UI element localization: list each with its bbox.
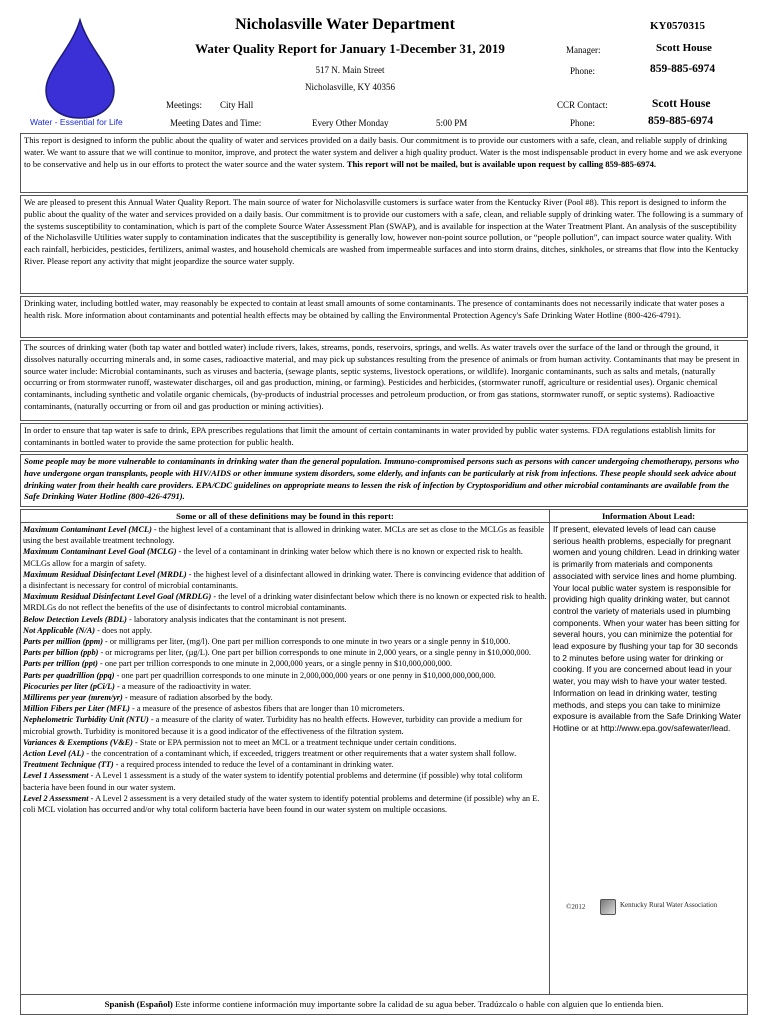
- definition-item: [23, 658, 547, 669]
- meetings-value: City Hall: [220, 100, 254, 110]
- definition-term: Level 1 Assessment: [23, 771, 89, 781]
- definition-text: - one part per trillion corresponds to one minute in 2,000,000 years, or a single penny in $10,000,000,000.: [97, 659, 453, 669]
- definition-text: - measure of radiation absorbed by the body.: [122, 693, 273, 703]
- address-line-2: Nicholasville, KY 40356: [305, 82, 395, 92]
- definition-item: [23, 591, 547, 613]
- definition-item: [23, 793, 547, 815]
- definition-text: - a measure of the presence of asbestos fibers that are longer than 10 micrometers.: [129, 704, 405, 714]
- definition-text: - one part per quadrillion corresponds to one minute in 2,000,000,000 years or one penny in $10,000,000,000,000.: [114, 670, 496, 680]
- manager-name: Scott House: [656, 42, 712, 54]
- spanish-text: Este informe contiene información muy importante sobre la calidad de su agua beber. Tradúzcalo o hable con alguien que lo entienda bien.: [172, 999, 664, 1009]
- definition-text: - does not apply.: [95, 625, 152, 635]
- krwa-logo-text: Kentucky Rural Water Association: [620, 901, 718, 909]
- pws-id: KY0570315: [650, 20, 705, 32]
- definition-text: - a measure of the radioactivity in water.: [114, 681, 252, 691]
- column-divider: [549, 510, 550, 994]
- definition-term: Not Applicable (N/A): [23, 625, 96, 635]
- meeting-dt-label: Meeting Dates and Time:: [170, 118, 262, 128]
- report-title: Nicholasville Water Department: [235, 16, 455, 33]
- definition-item: [23, 748, 547, 759]
- definition-term: Action Level (AL): [23, 749, 85, 759]
- definition-item: [23, 737, 547, 748]
- definition-item: [23, 770, 547, 792]
- definition-term: Maximum Contaminant Level Goal (MCLG): [23, 547, 177, 557]
- meeting-time: 5:00 PM: [436, 118, 468, 128]
- definition-text: - the concentration of a contaminant which, if exceeded, triggers treatment or other requirements that a water system shall follow.: [84, 749, 517, 759]
- logo-caption: Water - Essential for Life: [30, 117, 123, 127]
- definition-text: - a required process intended to reduce the level of a contaminant in drinking water.: [113, 760, 394, 770]
- meetings-label: Meetings:: [166, 100, 202, 110]
- definition-text: - or micrograms per liter, (µg/L). One part per billion corresponds to one minute in 2,000 years, or a single penny in $10,000,000.: [98, 648, 531, 658]
- definition-text: - the highest level of a disinfectant allowed in drinking water. There is convincing evidence that addition of a disinfectant is necessary for control of microbial contaminants.: [23, 569, 545, 591]
- phone-label: Phone:: [570, 66, 596, 76]
- ccr-contact-name: Scott House: [652, 98, 711, 110]
- definitions-table: [20, 509, 748, 1015]
- definition-term: Parts per quadrillion (ppq): [23, 670, 115, 680]
- definition-term: Treatment Technique (TT): [23, 760, 114, 770]
- krwa-logo-year: ©2012: [566, 903, 586, 911]
- definition-item: [23, 703, 547, 714]
- definition-item: [23, 636, 547, 647]
- definition-term: Parts per trillion (ppt): [23, 659, 98, 669]
- ccr-contact-label: CCR Contact:: [557, 100, 608, 110]
- definition-term: Maximum Residual Disinfectant Level Goal (MRDLG): [23, 592, 212, 602]
- definition-item: [23, 569, 547, 591]
- definition-item: [23, 759, 547, 770]
- ccr-phone-label: Phone:: [570, 118, 596, 128]
- definition-item: [23, 614, 547, 625]
- address-line-1: 517 N. Main Street: [315, 65, 385, 75]
- definition-text: - State or EPA permission not to meet an MCL or a treatment technique under certain conditions.: [132, 737, 457, 747]
- meeting-frequency: Every Other Monday: [312, 118, 389, 128]
- definition-item: [23, 524, 547, 546]
- spanish-notice: [21, 994, 747, 1015]
- header: [0, 0, 770, 133]
- intro-paragraph: [20, 133, 748, 193]
- water-drop-icon: [42, 18, 118, 120]
- krwa-logo-mark: [600, 899, 616, 915]
- intro-text: This report is designed to inform the public about the quality of water and services provided on a daily basis. Our commitment is to provide our customers with a safe, clean, and reliable supply of drinking water. We want to assure that we will continue to monitor, improve, and protect the water system and deliver a high quality product. Water is the most indispensable product in every home and we ask everyone to be conservative and help us in our efforts to protect the water source and the water system.: [24, 135, 742, 169]
- definitions-list: [23, 524, 547, 992]
- spanish-label: Spanish (Español): [104, 999, 173, 1009]
- definition-text: - or milligrams per liter, (mg/l). One part per million corresponds to one minute in two years or a single penny in $10,000.: [102, 637, 511, 647]
- definition-item: [23, 625, 547, 636]
- ccr-phone: 859-885-6974: [648, 115, 714, 127]
- lead-info-text: If present, elevated levels of lead can cause serious health problems, especially for pregnant women and young children. Lead in drinking water is primarily from materials and components associated with service lines and home plumbing. Your local public water system is responsible for providing high quality drinking water, but cannot control the variety of materials used in plumbing components. When your water has been sitting for several hours, you can minimize the potential for lead exposure by flushing your tap for 30 seconds to 2 minutes before using water for drinking or cooking. If you are concerned about lead in your water, you may wish to have your water tested. Information on lead in drinking water, testing methods, and steps you can take to minimize exposure is available from the Safe Drinking Water Hotline or at http://www.epa.gov/safewater/lead.: [553, 524, 742, 733]
- definition-term: Parts per billion (ppb): [23, 648, 99, 658]
- definition-term: Picocuries per liter (pCi/L): [23, 681, 115, 691]
- intro-bold: This report will not be mailed, but is available upon request by calling 859-885-6974.: [346, 158, 657, 169]
- definition-term: Parts per million (ppm): [23, 637, 103, 647]
- definition-text: - the highest level of a contaminant that is allowed in drinking water. MCLs are set as close to the MCLGs as feasible using the best available treatment technology.: [23, 525, 545, 546]
- definitions-header: Some or all of these definitions may be found in this report:: [21, 510, 549, 523]
- manager-phone: 859-885-6974: [650, 63, 716, 75]
- epa-regulations-paragraph: In order to ensure that tap water is safe to drink, EPA prescribes regulations that limit the amount of certain contaminants in water provided by public water systems. FDA regulations establish limits for contaminants in bottled water to provide the same protection for public health.: [20, 423, 748, 452]
- definition-text: - A Level 2 assessment is a very detailed study of the water system to identify potential problems and determine (if possible) why an E. coli MCL violation has occurred and/or why total coliform bacteria have been found in our water system on multiple occasions.: [23, 793, 540, 815]
- definition-term: Maximum Contaminant Level (MCL): [23, 525, 152, 534]
- definition-term: Million Fibers per Liter (MFL): [23, 704, 130, 714]
- definition-text: - the level of a drinking water disinfectant below which there is no known or expected risk to health. MRDLGs do not reflect the benefits of the use of disinfectants to control microbial contaminants.: [23, 592, 547, 613]
- definition-term: Maximum Residual Disinfectant Level (MRDL): [23, 569, 187, 579]
- definition-term: Level 2 Assessment: [23, 793, 89, 803]
- contaminant-sources-paragraph: The sources of drinking water (both tap water and bottled water) include rivers, lakes, streams, ponds, reservoirs, springs, and wells. As water travels over the surface of the land or through the ground, it dissolves naturally occurring minerals and, in some cases, radioactive material, and may pick up substances resulting from the presence of animals or from human activity. Contaminants that may be present in source water include: Microbial contaminants, such as viruses and bacteria, (sewage plants, septic systems, livestock operations, or wildlife). Inorganic contaminants, such as salts and metals, (naturally occurring or from stormwater runoff, wastewater discharges, oil and gas production, mining, or farming). Pesticides and herbicides, (stormwater runoff, agriculture or residential uses). Organic chemical contaminants, including synthetic and volatile organic chemicals, (by-products of industrial processes and petroleum production, or from gas stations, stormwater runoff, or septic systems). Radioactive contaminants, (naturally occurring or from oil and gas production or mining activities).: [20, 340, 748, 421]
- definition-item: [23, 546, 547, 568]
- definition-term: Variances & Exemptions (V&E): [23, 737, 133, 747]
- definition-text: - A Level 1 assessment is a study of the water system to identify potential problems and determine (if possible) why total coliform bacteria have been found in our water system.: [23, 771, 523, 792]
- definition-text: - laboratory analysis indicates that the contaminant is not present.: [126, 614, 347, 624]
- definition-term: Nephelometric Turbidity Unit (NTU): [23, 715, 149, 725]
- definition-term: Below Detection Levels (BDL): [23, 614, 127, 624]
- definition-term: Millirems per year (mrem/yr): [23, 693, 123, 703]
- definition-item: [23, 670, 547, 681]
- krwa-logo: [566, 898, 741, 918]
- report-subtitle: Water Quality Report for January 1-December 31, 2019: [195, 41, 505, 56]
- source-water-paragraph: We are pleased to present this Annual Water Quality Report. The main source of water for Nicholasville customers is surface water from the Kentucky River (Pool #8). This report is designed to inform the public about the quality of the water and services provided on a daily basis. Our commitment is to provide our customers with a safe, clean, and reliable supply of drinking water. The following is a summary of the systems susceptibility to contamination, which is part of the complete Source Water Assessment Plan (SWAP), and is available for inspection at the Water Treatment Plant. An analysis of the susceptibility of the Nicholasville Utilities water supply to contamination indicates that the susceptibility is generally low, however non-point source pollution, or “people pollution”, can impact source water quality. With each rainfall, herbicides, pesticides, fertilizers, animal wastes, and household chemicals are washed from impermeable surfaces and into storm drains, ditches, sinkholes, or streams that flow into the Kentucky River. Please report any activity that might jeopardize the source water supply.: [20, 195, 748, 294]
- definition-text: - the level of a contaminant in drinking water below which there is no known or expected risk to health. MCLGs allow for a margin of safety.: [23, 547, 523, 568]
- definition-item: [23, 681, 547, 692]
- definition-item: [23, 647, 547, 658]
- manager-label: Manager:: [566, 45, 601, 55]
- definition-text: - a measure of the clarity of water. Turbidity has no health effects. However, turbidity can provide a medium for microbial growth. Turbidity is monitored because it is a good indicator of the effectiveness of the filtration system.: [23, 715, 523, 736]
- definition-item: [23, 714, 547, 736]
- definition-item: [23, 692, 547, 703]
- lead-header: Information About Lead:: [550, 510, 747, 523]
- vulnerable-populations-paragraph: Some people may be more vulnerable to contaminants in drinking water than the general population. Immuno-compromised persons such as persons with cancer undergoing chemotherapy, persons who have undergone organ transplants, people with HIV/AIDS or other immune system disorders, some elderly, and infants can be particularly at risk from infections. These people should seek advice about drinking water from their health care providers. EPA/CDC guidelines on appropriate means to lessen the risk of infection by Cryptosporidium and other microbial contaminants are available from the Safe Drinking Water Hotline (800-426-4791).: [20, 454, 748, 507]
- bottled-water-paragraph: Drinking water, including bottled water, may reasonably be expected to contain at least small amounts of some contaminants. The presence of contaminants does not necessarily indicate that water poses a health risk. More information about contaminants and potential health effects may be obtained by calling the Environmental Protection Agency's Safe Drinking Water Hotline (800-426-4791).: [20, 296, 748, 338]
